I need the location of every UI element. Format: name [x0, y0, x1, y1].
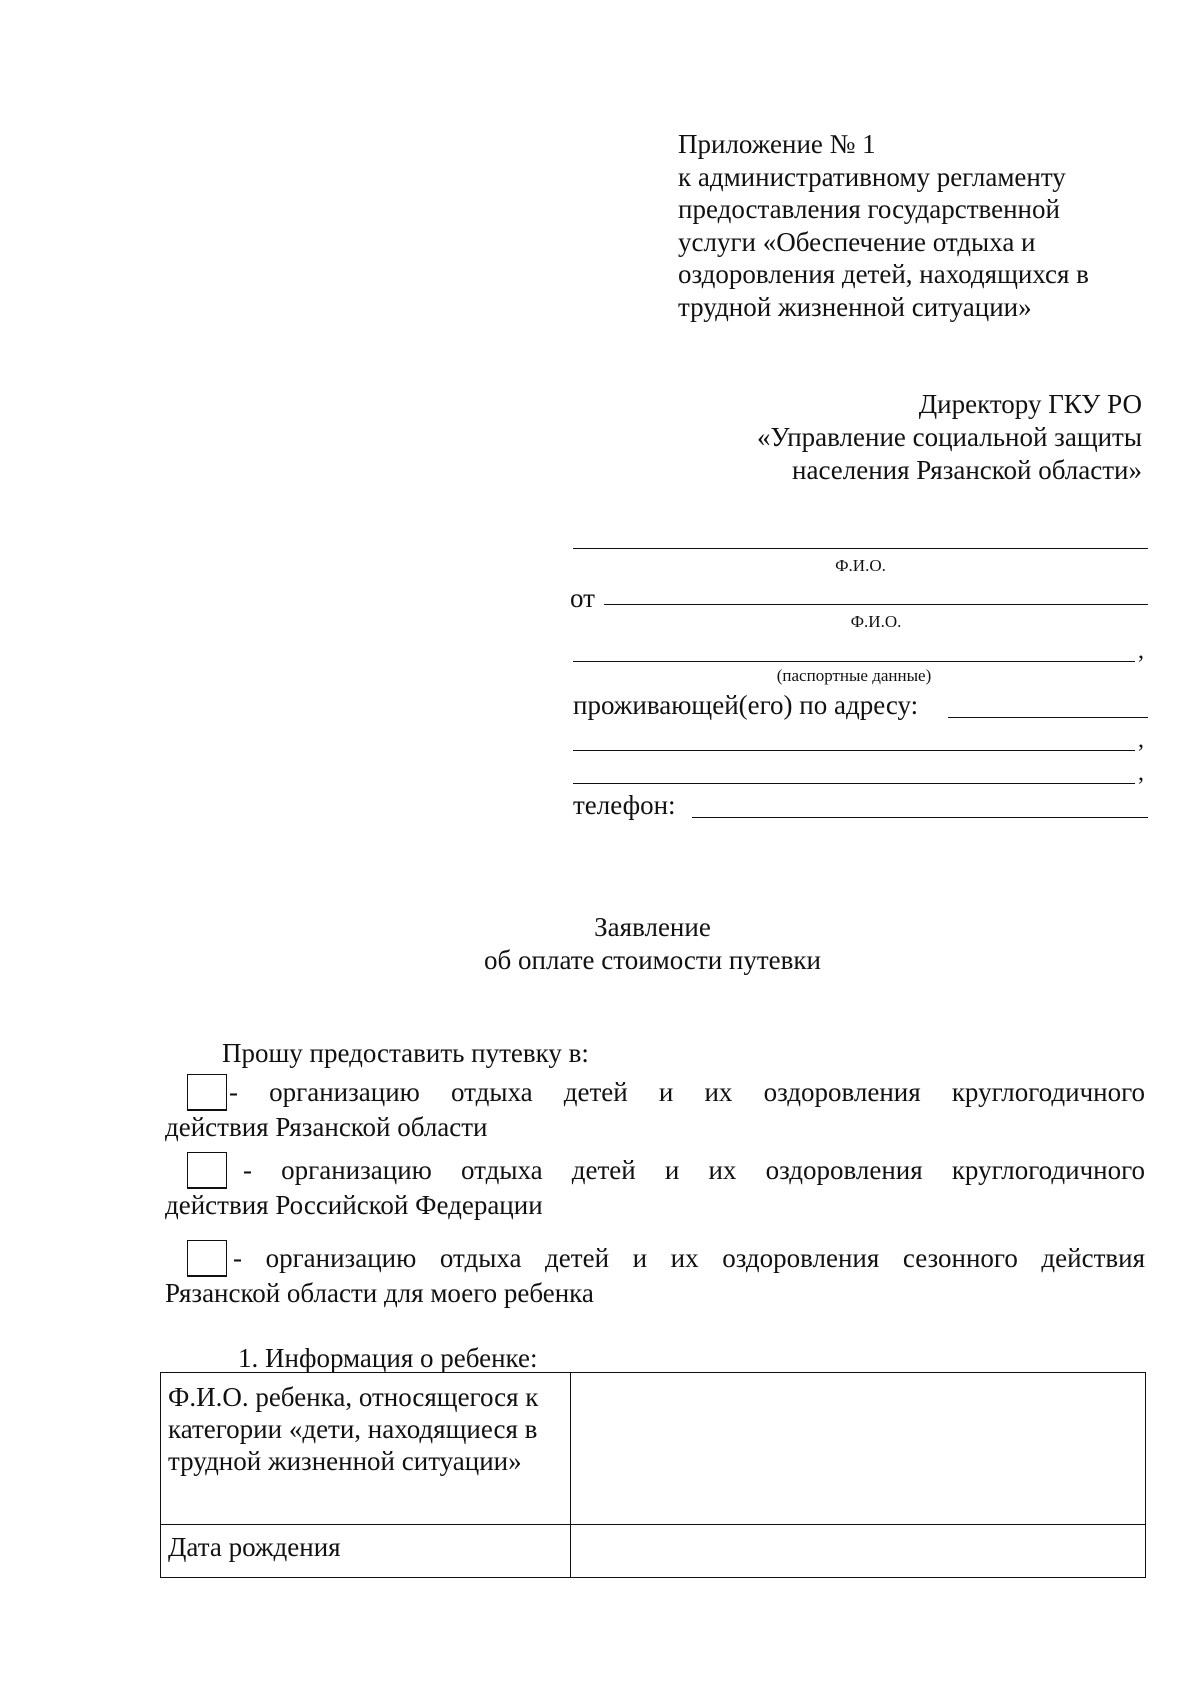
- appendix-line: к административному регламенту: [678, 161, 1066, 192]
- addressee-block: [542, 388, 1142, 487]
- appendix-note: [678, 128, 1148, 323]
- address-field-1[interactable]: [948, 717, 1148, 718]
- option-text: - организацию отдыха детей и их оздоровления сезонного действия: [233, 1243, 1145, 1273]
- option-rzn-seasonal: [165, 1240, 1145, 1310]
- address-field-2[interactable]: [573, 750, 1135, 751]
- address-label: проживающей(его) по адресу:: [573, 690, 919, 720]
- checkbox-rzn-seasonal[interactable]: [187, 1240, 227, 1277]
- phone-label: телефон:: [573, 790, 676, 820]
- child-fio-value[interactable]: [571, 1373, 1146, 1525]
- applicant-fio-field[interactable]: [604, 604, 1148, 605]
- option-text: Рязанской области для моего ребенка: [165, 1278, 594, 1308]
- document-title: Заявление: [594, 912, 711, 942]
- section-heading: 1. Информация о ребенке:: [238, 1343, 538, 1373]
- addressee-line: Директору ГКУ РО: [918, 389, 1142, 419]
- option-text: действия Рязанской области: [165, 1112, 488, 1142]
- appendix-line: услуги «Обеспечение отдыха и: [678, 226, 1036, 257]
- appendix-line: оздоровления детей, находящихся в: [678, 259, 1089, 289]
- child-fio-label: Ф.И.О. ребенка, относящегося к категории «дети, находящиеся в трудной жизненной ситуации»: [161, 1373, 571, 1525]
- appendix-line: предоставления государственной: [678, 194, 1060, 224]
- option-text: - организацию отдыха детей и их оздоровления круглогодичного: [243, 1155, 1145, 1185]
- addressee-line: населения Рязанской области»: [792, 455, 1142, 485]
- fio-caption: Ф.И.О.: [835, 556, 886, 575]
- birth-date-label: Дата рождения: [161, 1525, 571, 1578]
- comma: ,: [1138, 760, 1144, 786]
- address-field-3[interactable]: [573, 783, 1135, 784]
- child-info-table: [160, 1372, 1146, 1578]
- addressee-fio-field[interactable]: [573, 548, 1148, 549]
- request-intro: Прошу предоставить путевку в:: [222, 1038, 589, 1068]
- birth-date-value[interactable]: [571, 1525, 1146, 1578]
- option-text: действия Российской Федерации: [165, 1190, 543, 1220]
- comma: ,: [1138, 727, 1144, 753]
- document-subtitle: об оплате стоимости путевки: [484, 945, 821, 975]
- fio-caption: Ф.И.О.: [850, 612, 902, 631]
- option-text: - организацию отдыха детей и их оздоровления круглогодичного: [229, 1077, 1145, 1107]
- appendix-line: трудной жизненной ситуации»: [678, 291, 1032, 322]
- table-row: [161, 1525, 1146, 1578]
- appendix-line: Приложение № 1: [678, 129, 876, 159]
- comma: ,: [1138, 638, 1144, 664]
- phone-field[interactable]: [692, 817, 1148, 818]
- from-label: от: [570, 583, 595, 613]
- passport-caption: (паспортные данные): [776, 666, 932, 685]
- passport-data-field[interactable]: [573, 661, 1135, 662]
- option-rzn-year-round: [165, 1074, 1145, 1144]
- table-row: [161, 1373, 1146, 1525]
- checkbox-rf-year-round[interactable]: [187, 1152, 227, 1189]
- option-rf-year-round: [165, 1152, 1145, 1222]
- checkbox-rzn-year-round[interactable]: [187, 1074, 227, 1111]
- addressee-line: «Управление социальной защиты: [756, 422, 1142, 452]
